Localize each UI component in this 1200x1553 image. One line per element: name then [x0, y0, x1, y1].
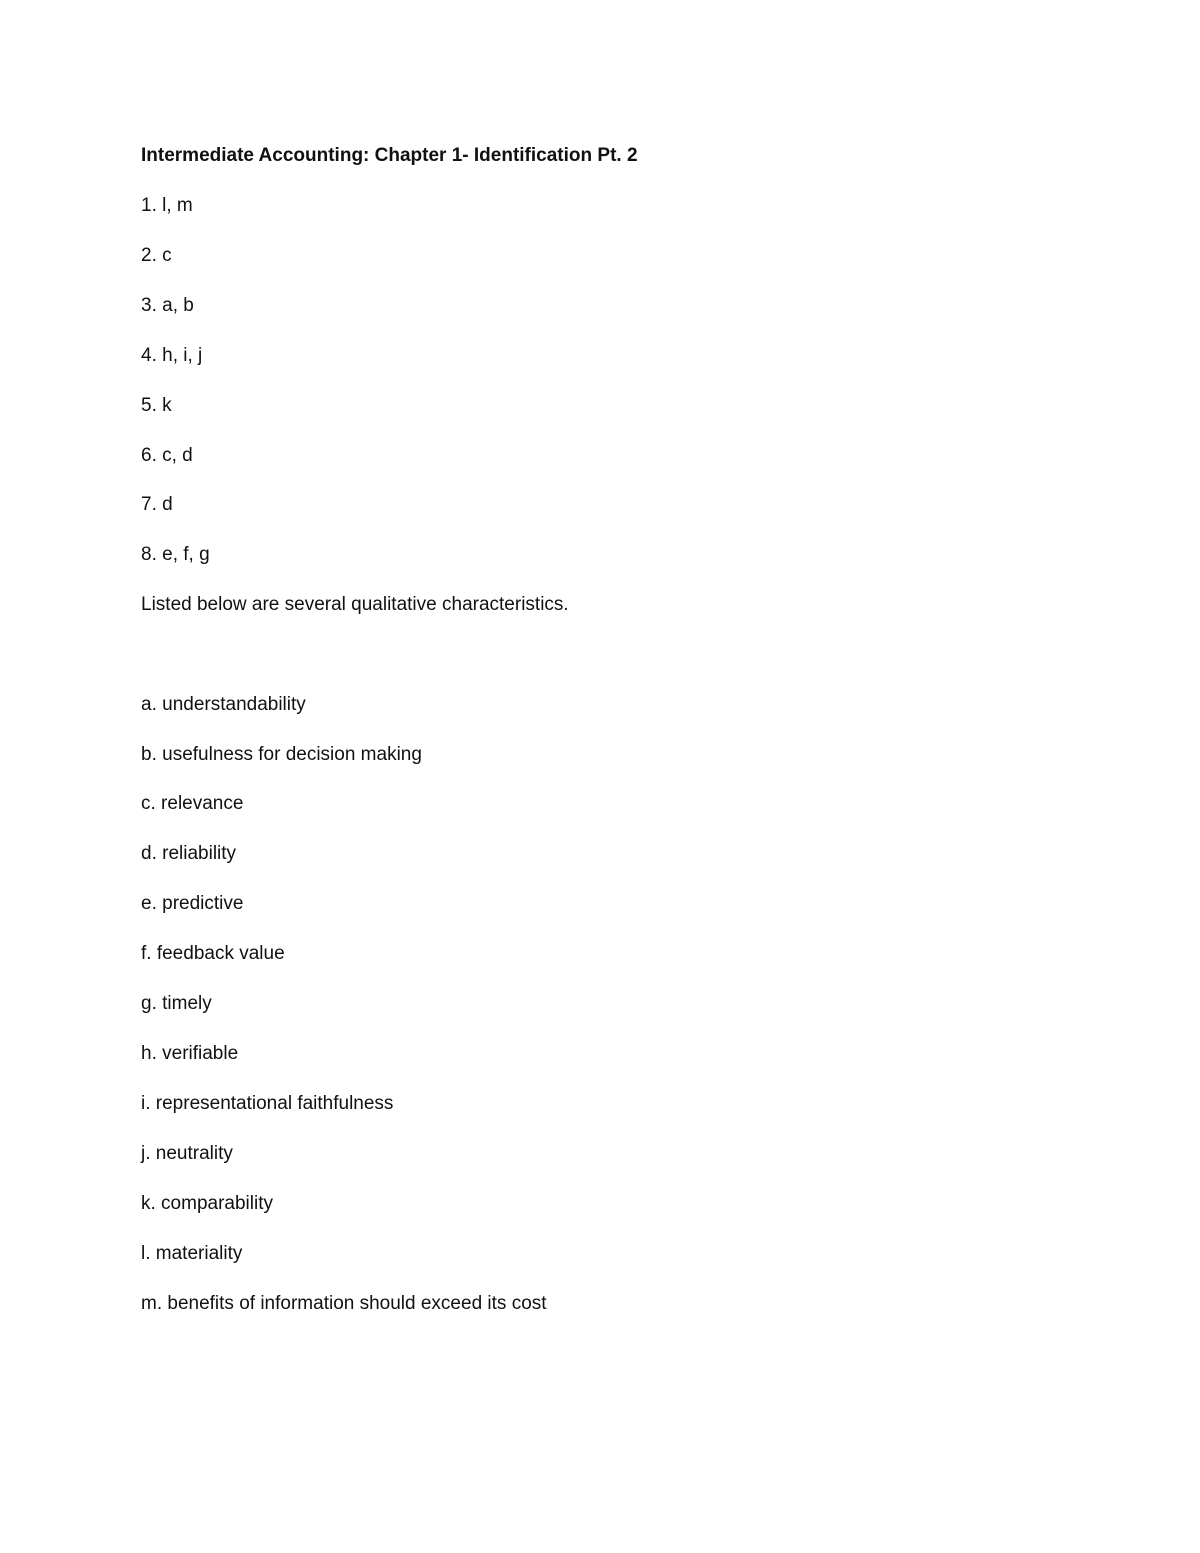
characteristic-item: k. comparability: [141, 1193, 273, 1214]
answer-item: 5. k: [141, 395, 172, 416]
characteristic-item: b. usefulness for decision making: [141, 744, 422, 765]
answer-item: 3. a, b: [141, 295, 194, 316]
characteristic-item: j. neutrality: [141, 1143, 233, 1164]
document-title: Intermediate Accounting: Chapter 1- Identification Pt. 2: [141, 145, 638, 166]
characteristic-item: c. relevance: [141, 793, 244, 814]
characteristic-item: f. feedback value: [141, 943, 285, 964]
characteristic-item: i. representational faithfulness: [141, 1093, 394, 1114]
answer-item: 2. c: [141, 245, 172, 266]
answer-item: 7. d: [141, 494, 173, 515]
characteristic-item: d. reliability: [141, 843, 237, 864]
answer-item: 1. l, m: [141, 195, 193, 216]
intro-text: Listed below are several qualitative characteristics.: [141, 594, 569, 615]
characteristic-item: h. verifiable: [141, 1043, 239, 1064]
characteristic-item: g. timely: [141, 993, 212, 1014]
answer-item: 8. e, f, g: [141, 544, 210, 565]
answer-item: 4. h, i, j: [141, 345, 203, 366]
characteristic-item: l. materiality: [141, 1243, 243, 1264]
characteristic-item: e. predictive: [141, 893, 244, 914]
answer-item: 6. c, d: [141, 445, 193, 466]
characteristic-item: a. understandability: [141, 694, 306, 715]
characteristic-item: m. benefits of information should exceed its cost: [141, 1293, 547, 1314]
